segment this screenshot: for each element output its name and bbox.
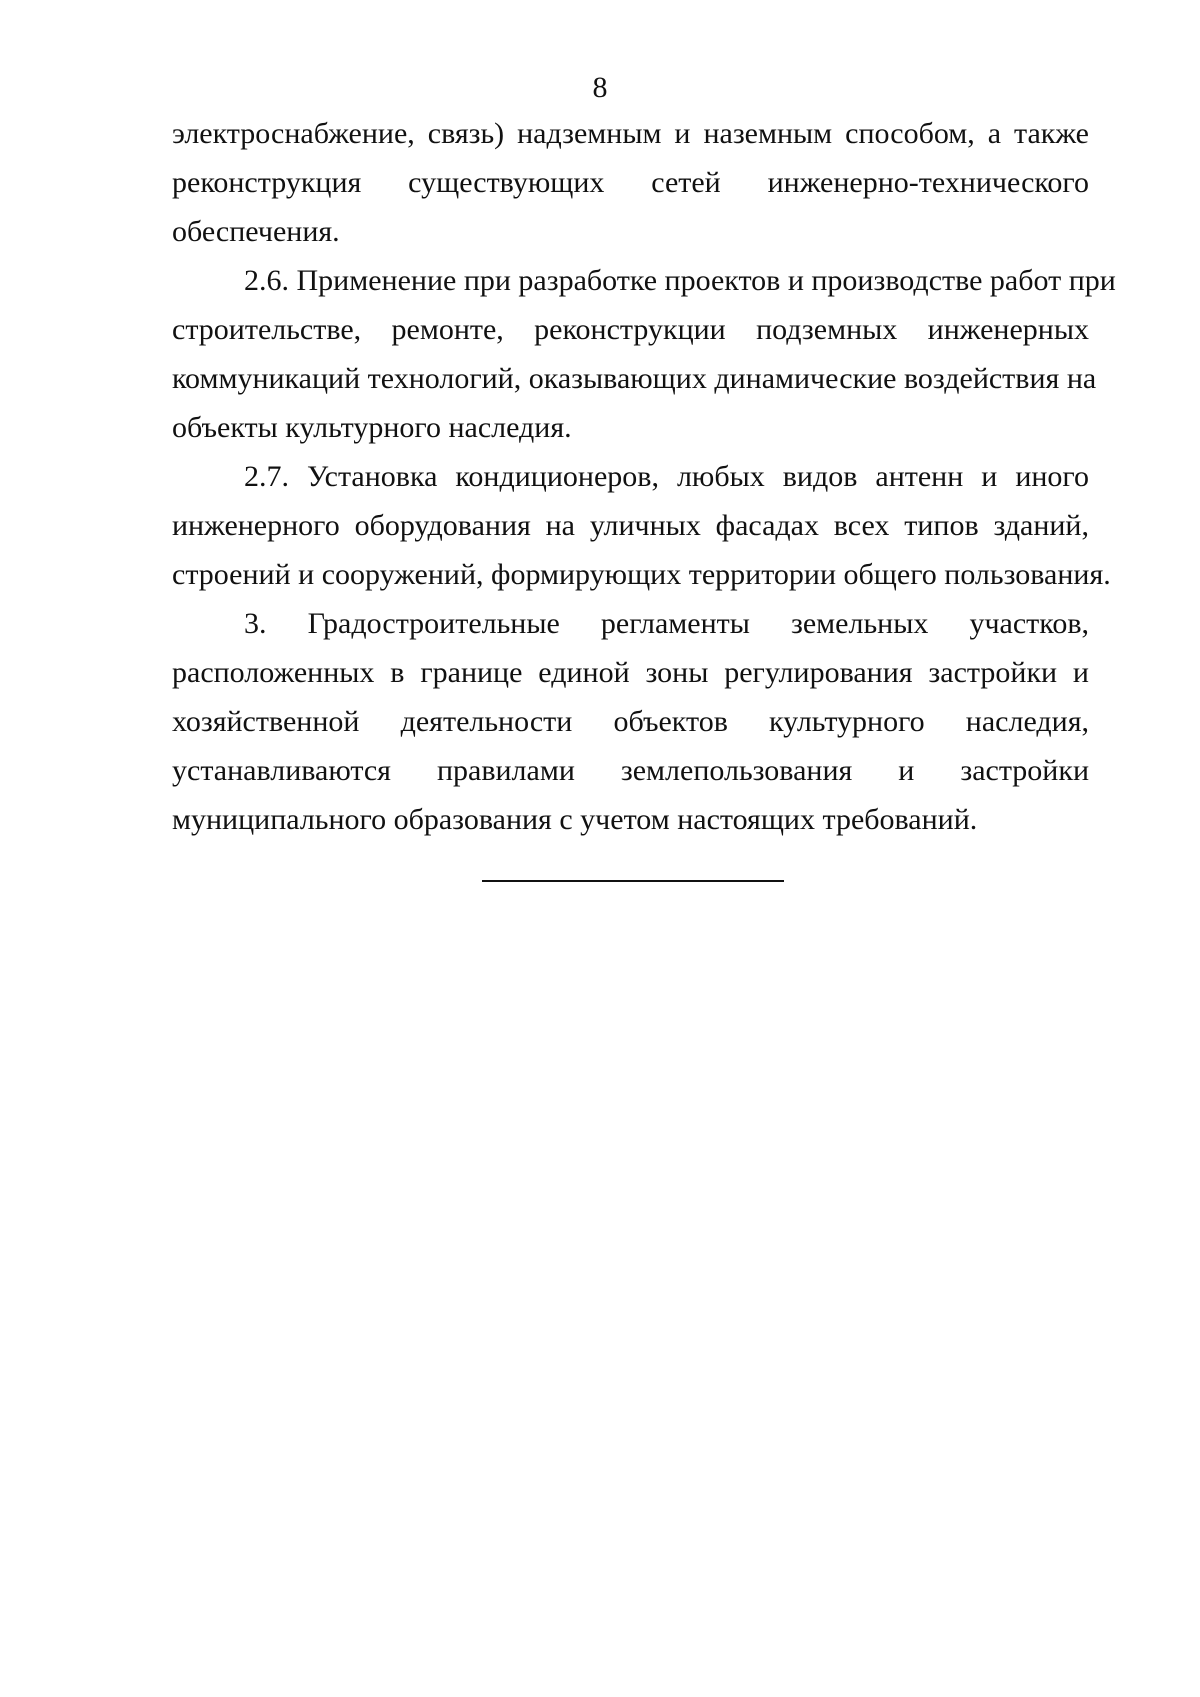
- paragraph-2-6: [172, 256, 1116, 452]
- paragraph-line: электроснабжение, связь) надземным и наземным способом, а также: [172, 117, 1089, 150]
- paragraph-3: [172, 599, 1089, 844]
- paragraph-line: 3. Градостроительные регламенты земельных участков,: [244, 607, 1089, 640]
- paragraph-line: муниципального образования с учетом настоящих требований.: [172, 803, 978, 836]
- end-separator-line: [482, 880, 784, 882]
- page-number: 8: [592, 71, 608, 104]
- paragraph-line: объекты культурного наследия.: [172, 411, 572, 444]
- paragraph-line: обеспечения.: [172, 215, 340, 248]
- paragraph-2-7: [172, 452, 1111, 599]
- body-text: [172, 109, 1116, 844]
- paragraph-line: расположенных в границе единой зоны регулирования застройки и: [172, 656, 1089, 689]
- paragraph-line: строений и сооружений, формирующих территории общего пользования.: [172, 558, 1111, 591]
- paragraph-line: инженерного оборудования на уличных фасадах всех типов зданий,: [172, 509, 1089, 542]
- paragraph-continuation: [172, 109, 1089, 256]
- paragraph-line: реконструкция существующих сетей инженерно-технического: [172, 166, 1089, 199]
- paragraph-line: 2.6. Применение при разработке проектов и производстве работ при: [244, 264, 1116, 297]
- paragraph-line: строительстве, ремонте, реконструкции подземных инженерных: [172, 313, 1089, 346]
- paragraph-line: коммуникаций технологий, оказывающих динамические воздействия на: [172, 362, 1097, 395]
- paragraph-line: хозяйственной деятельности объектов культурного наследия,: [172, 705, 1089, 738]
- paragraph-line: устанавливаются правилами землепользования и застройки: [172, 754, 1089, 787]
- paragraph-line: 2.7. Установка кондиционеров, любых видов антенн и иного: [244, 460, 1089, 493]
